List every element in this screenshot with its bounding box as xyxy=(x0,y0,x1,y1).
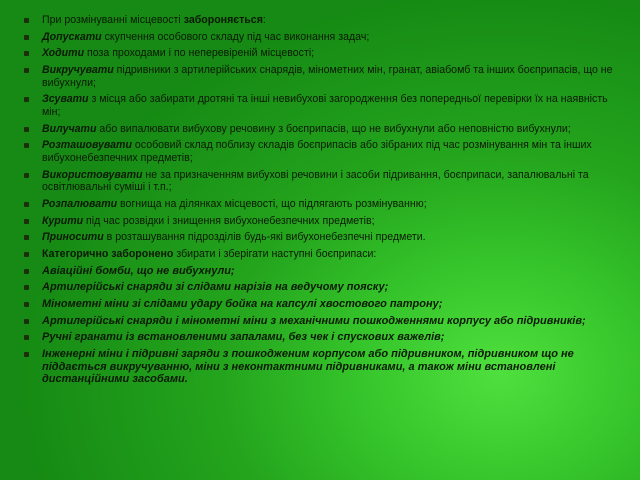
list-item xyxy=(24,93,614,118)
item-text: з місця або забирати дротяні та інші невибухові загородження без попередньої перевірки їх на наявність мін; xyxy=(42,93,608,118)
list-item xyxy=(24,47,614,60)
item-keyword: Розпалювати xyxy=(42,197,118,210)
list-item xyxy=(24,198,614,211)
item-text: поза проходами і по неперевіреній місцевості; xyxy=(84,47,315,60)
square-bullet-icon xyxy=(24,173,29,178)
item-keyword: Приносити xyxy=(42,231,104,244)
item-text: скупчення особового складу під час виконання задач; xyxy=(101,30,370,43)
forbidden-ammo-text: Артилерійські снаряди зі слідами нарізів на ведучому пояску; xyxy=(42,281,389,294)
list-item-forbidden-ammo xyxy=(24,265,614,278)
square-bullet-icon xyxy=(24,319,29,324)
forbidden-ammo-text: Інженерні міни і підривні заряди з пошкодженим корпусом або підривником, підривником що не піддається викручуванню, міни з неконтактними підривниками, а також міни встановлені дистанційними засобами. xyxy=(42,348,574,386)
square-bullet-icon xyxy=(24,202,29,207)
square-bullet-icon xyxy=(24,68,29,73)
square-bullet-icon xyxy=(24,18,29,23)
list-item xyxy=(24,215,614,228)
item-keyword: Допускати xyxy=(42,30,102,43)
item-text: не за призначенням вибухові речовини і засоби підривання, боєприпаси, запалювальні та освітлювальні суміші і т.п.; xyxy=(42,168,589,194)
list-item xyxy=(24,64,614,89)
square-bullet-icon xyxy=(24,35,29,40)
item-text: в розташування підрозділів будь-які вибухонебезпечні предмети. xyxy=(103,231,426,244)
item-keyword: Розташовувати xyxy=(42,139,132,152)
square-bullet-icon xyxy=(24,97,29,102)
list-item-forbidden-ammo xyxy=(24,281,614,294)
list-item-forbidden-ammo xyxy=(24,348,614,386)
list-item-intro xyxy=(24,14,614,27)
square-bullet-icon xyxy=(24,352,29,357)
square-bullet-icon xyxy=(24,127,29,132)
intro-text: При розмінуванні місцевості xyxy=(42,14,184,26)
list-item xyxy=(24,31,614,44)
list-item-forbidden-ammo xyxy=(24,315,614,328)
forbidden-ammo-text: Авіаційні бомби, що не вибухнули; xyxy=(42,264,235,277)
square-bullet-icon xyxy=(24,143,29,148)
square-bullet-icon xyxy=(24,285,29,290)
item-text: вогнища на ділянках місцевості, що підлягають розмінуванню; xyxy=(117,197,427,210)
list-item xyxy=(24,139,614,164)
item-keyword: Курити xyxy=(42,214,84,227)
prohibitions-list xyxy=(24,14,614,390)
forbidden-ammo-text: Ручні гранати із встановленими запалами, без чек і спускових важелів; xyxy=(42,331,445,344)
category-keyword: Категорично заборонено xyxy=(42,247,174,260)
square-bullet-icon xyxy=(24,335,29,340)
list-item xyxy=(24,231,614,244)
square-bullet-icon xyxy=(24,302,29,307)
item-keyword: Ходити xyxy=(42,47,85,60)
intro-keyword: забороняється xyxy=(183,14,263,26)
item-text: під час розвідки і знищення вибухонебезпечних предметів; xyxy=(83,214,375,227)
item-text: підривники з артилерійських снарядів, мінометних мін, гранат, авіабомб та інших боєприпасів, що не вибухнули; xyxy=(42,64,613,89)
item-keyword: Зсувати xyxy=(42,93,89,106)
square-bullet-icon xyxy=(24,269,29,274)
item-keyword: Використовувати xyxy=(42,168,143,181)
category-text: збирати і зберігати наступні боєприпаси: xyxy=(173,247,377,260)
item-keyword: Викручувати xyxy=(42,64,114,77)
item-text: або випалювати вибухову речовину з боєприпасів, що не вибухнули або неповністю вибухнули; xyxy=(96,122,571,135)
list-item-forbidden-ammo xyxy=(24,298,614,311)
item-text: особовий склад поблизу складів боєприпасів або зібраних під час розмінування мін та інших вибухонебезпечних предметів; xyxy=(42,139,592,164)
list-item xyxy=(24,123,614,136)
forbidden-ammo-text: Мінометні міни зі слідами удару бойка на капсулі хвостового патрону; xyxy=(42,298,443,310)
square-bullet-icon xyxy=(24,252,29,257)
list-item-category-heading xyxy=(24,248,614,261)
intro-colon: : xyxy=(262,14,266,26)
square-bullet-icon xyxy=(24,219,29,224)
square-bullet-icon xyxy=(24,51,29,56)
item-keyword: Вилучати xyxy=(42,122,97,135)
forbidden-ammo-text: Артилерійські снаряди і мінометні міни з механічними пошкодженнями корпусу або підривників; xyxy=(42,314,586,327)
list-item xyxy=(24,169,614,194)
list-item-forbidden-ammo xyxy=(24,331,614,344)
square-bullet-icon xyxy=(24,235,29,240)
